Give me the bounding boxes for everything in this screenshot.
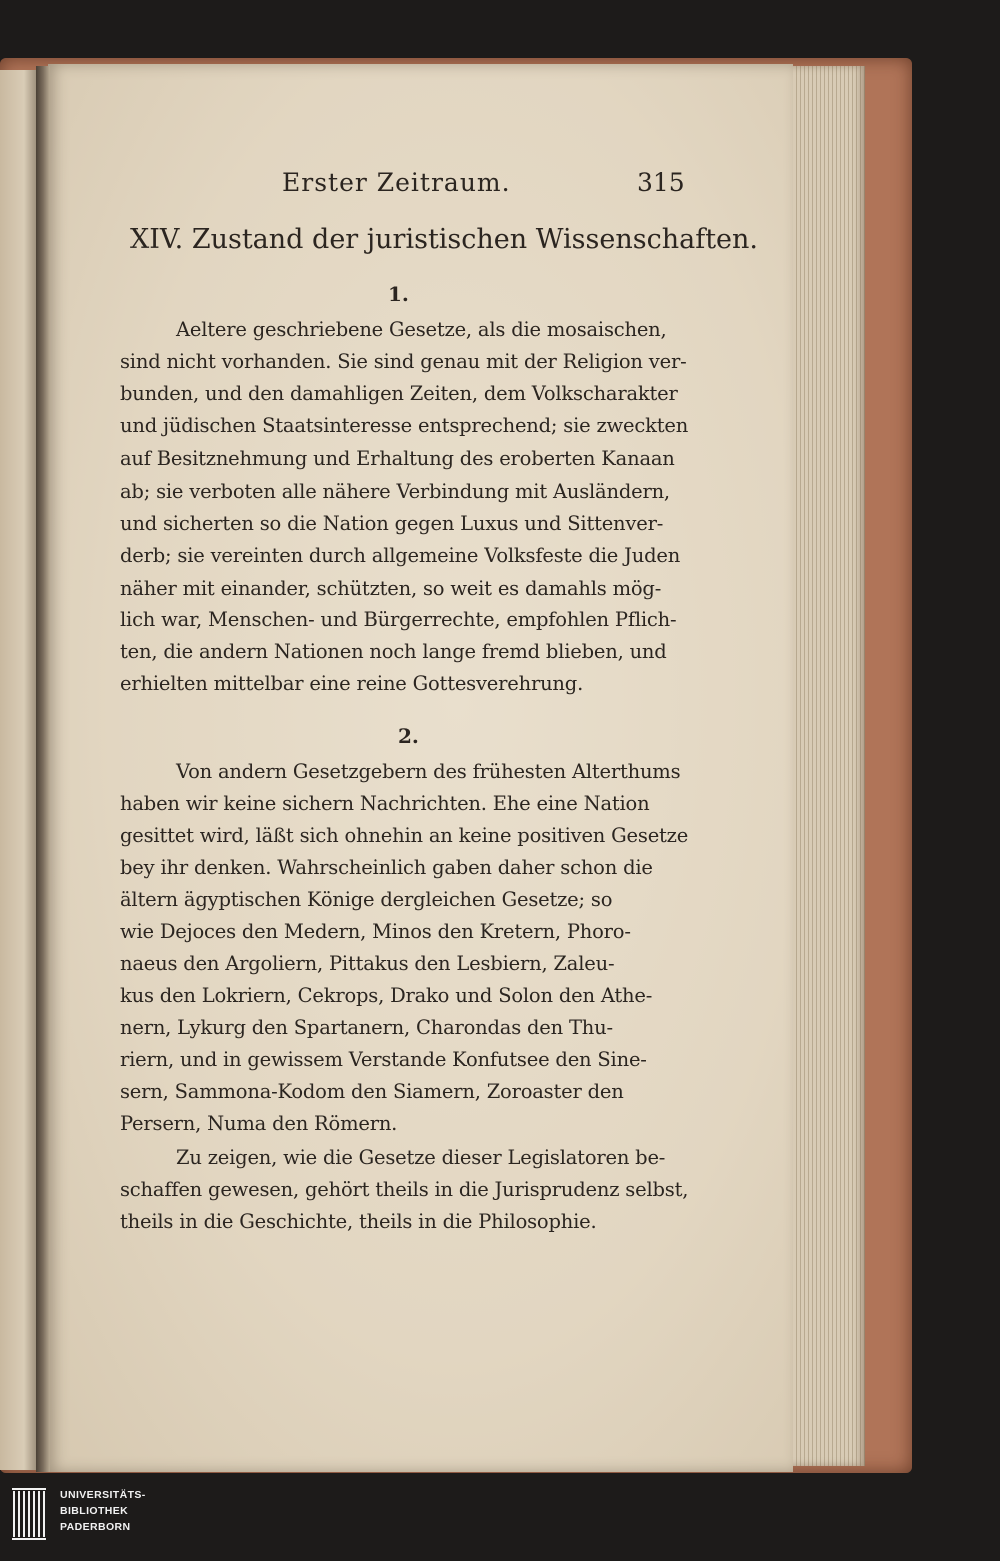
previous-page-edge	[0, 70, 40, 1470]
text-line: wie Dejoces den Medern, Minos den Kretern, Phoro-	[120, 920, 631, 943]
library-logo-text	[60, 1487, 146, 1535]
page-edges-stack	[785, 66, 865, 1466]
text-line: haben wir keine sichern Nachrichten. Ehe eine Nation	[120, 792, 650, 815]
text-line: lich war, Menschen- und Bürgerrechte, empfohlen Pflich-	[120, 608, 677, 631]
text-line: ältern ägyptischen Könige dergleichen Gesetze; so	[120, 888, 613, 911]
book-gutter	[36, 66, 50, 1472]
text-line: theils in die Geschichte, theils in die Philosophie.	[120, 1210, 597, 1233]
page-number: 315	[637, 168, 685, 197]
text-line: derb; sie vereinten durch allgemeine Volksfeste die Juden	[120, 544, 681, 567]
logo-line: PADERBORN	[60, 1521, 131, 1533]
text-line: Von andern Gesetzgebern des frühesten Alterthums	[176, 760, 681, 783]
logo-line: BIBLIOTHEK	[60, 1505, 129, 1517]
text-line: Persern, Numa den Römern.	[120, 1112, 398, 1135]
library-logo-icon	[10, 1485, 50, 1543]
logo-line: UNIVERSITÄTS-	[60, 1489, 146, 1501]
text-line: bunden, und den damahligen Zeiten, dem Volkscharakter	[120, 382, 678, 405]
text-line: sind nicht vorhanden. Sie sind genau mit der Religion ver-	[120, 350, 687, 373]
text-line: gesittet wird, läßt sich ohnehin an keine positiven Gesetze	[120, 824, 689, 847]
text-line: Aeltere geschriebene Gesetze, als die mosaischen,	[176, 318, 667, 341]
section-number: 2.	[398, 724, 419, 748]
text-line: auf Besitznehmung und Erhaltung des eroberten Kanaan	[120, 447, 675, 470]
text-line: sern, Sammona-Kodom den Siamern, Zoroaster den	[120, 1080, 624, 1103]
text-line: kus den Lokriern, Cekrops, Drako und Solon den Athe-	[120, 984, 653, 1007]
text-line: naeus den Argoliern, Pittakus den Lesbiern, Zaleu-	[120, 952, 615, 975]
text-line: und sicherten so die Nation gegen Luxus und Sittenver-	[120, 512, 664, 535]
text-line: und jüdischen Staatsinteresse entsprechend; sie zweckten	[120, 414, 689, 437]
text-line: bey ihr denken. Wahrscheinlich gaben daher schon die	[120, 856, 653, 879]
text-line: näher mit einander, schützten, so weit es damahls mög-	[120, 577, 662, 600]
text-line: erhielten mittelbar eine reine Gottesverehrung.	[120, 672, 584, 695]
text-line: schaffen gewesen, gehört theils in die Jurisprudenz selbst,	[120, 1178, 689, 1201]
running-head: Erster Zeitraum.	[282, 168, 511, 197]
text-line: ab; sie verboten alle nähere Verbindung mit Ausländern,	[120, 480, 670, 503]
library-logo	[10, 1485, 180, 1553]
text-line: riern, und in gewissem Verstande Konfutsee den Sine-	[120, 1048, 647, 1071]
section-number: 1.	[388, 282, 409, 306]
text-line: nern, Lykurg den Spartanern, Charondas den Thu-	[120, 1016, 613, 1039]
text-line: Zu zeigen, wie die Gesetze dieser Legislatoren be-	[176, 1146, 666, 1169]
section-heading: XIV. Zustand der juristischen Wissenschaften.	[130, 224, 759, 255]
text-line: ten, die andern Nationen noch lange fremd blieben, und	[120, 640, 667, 663]
